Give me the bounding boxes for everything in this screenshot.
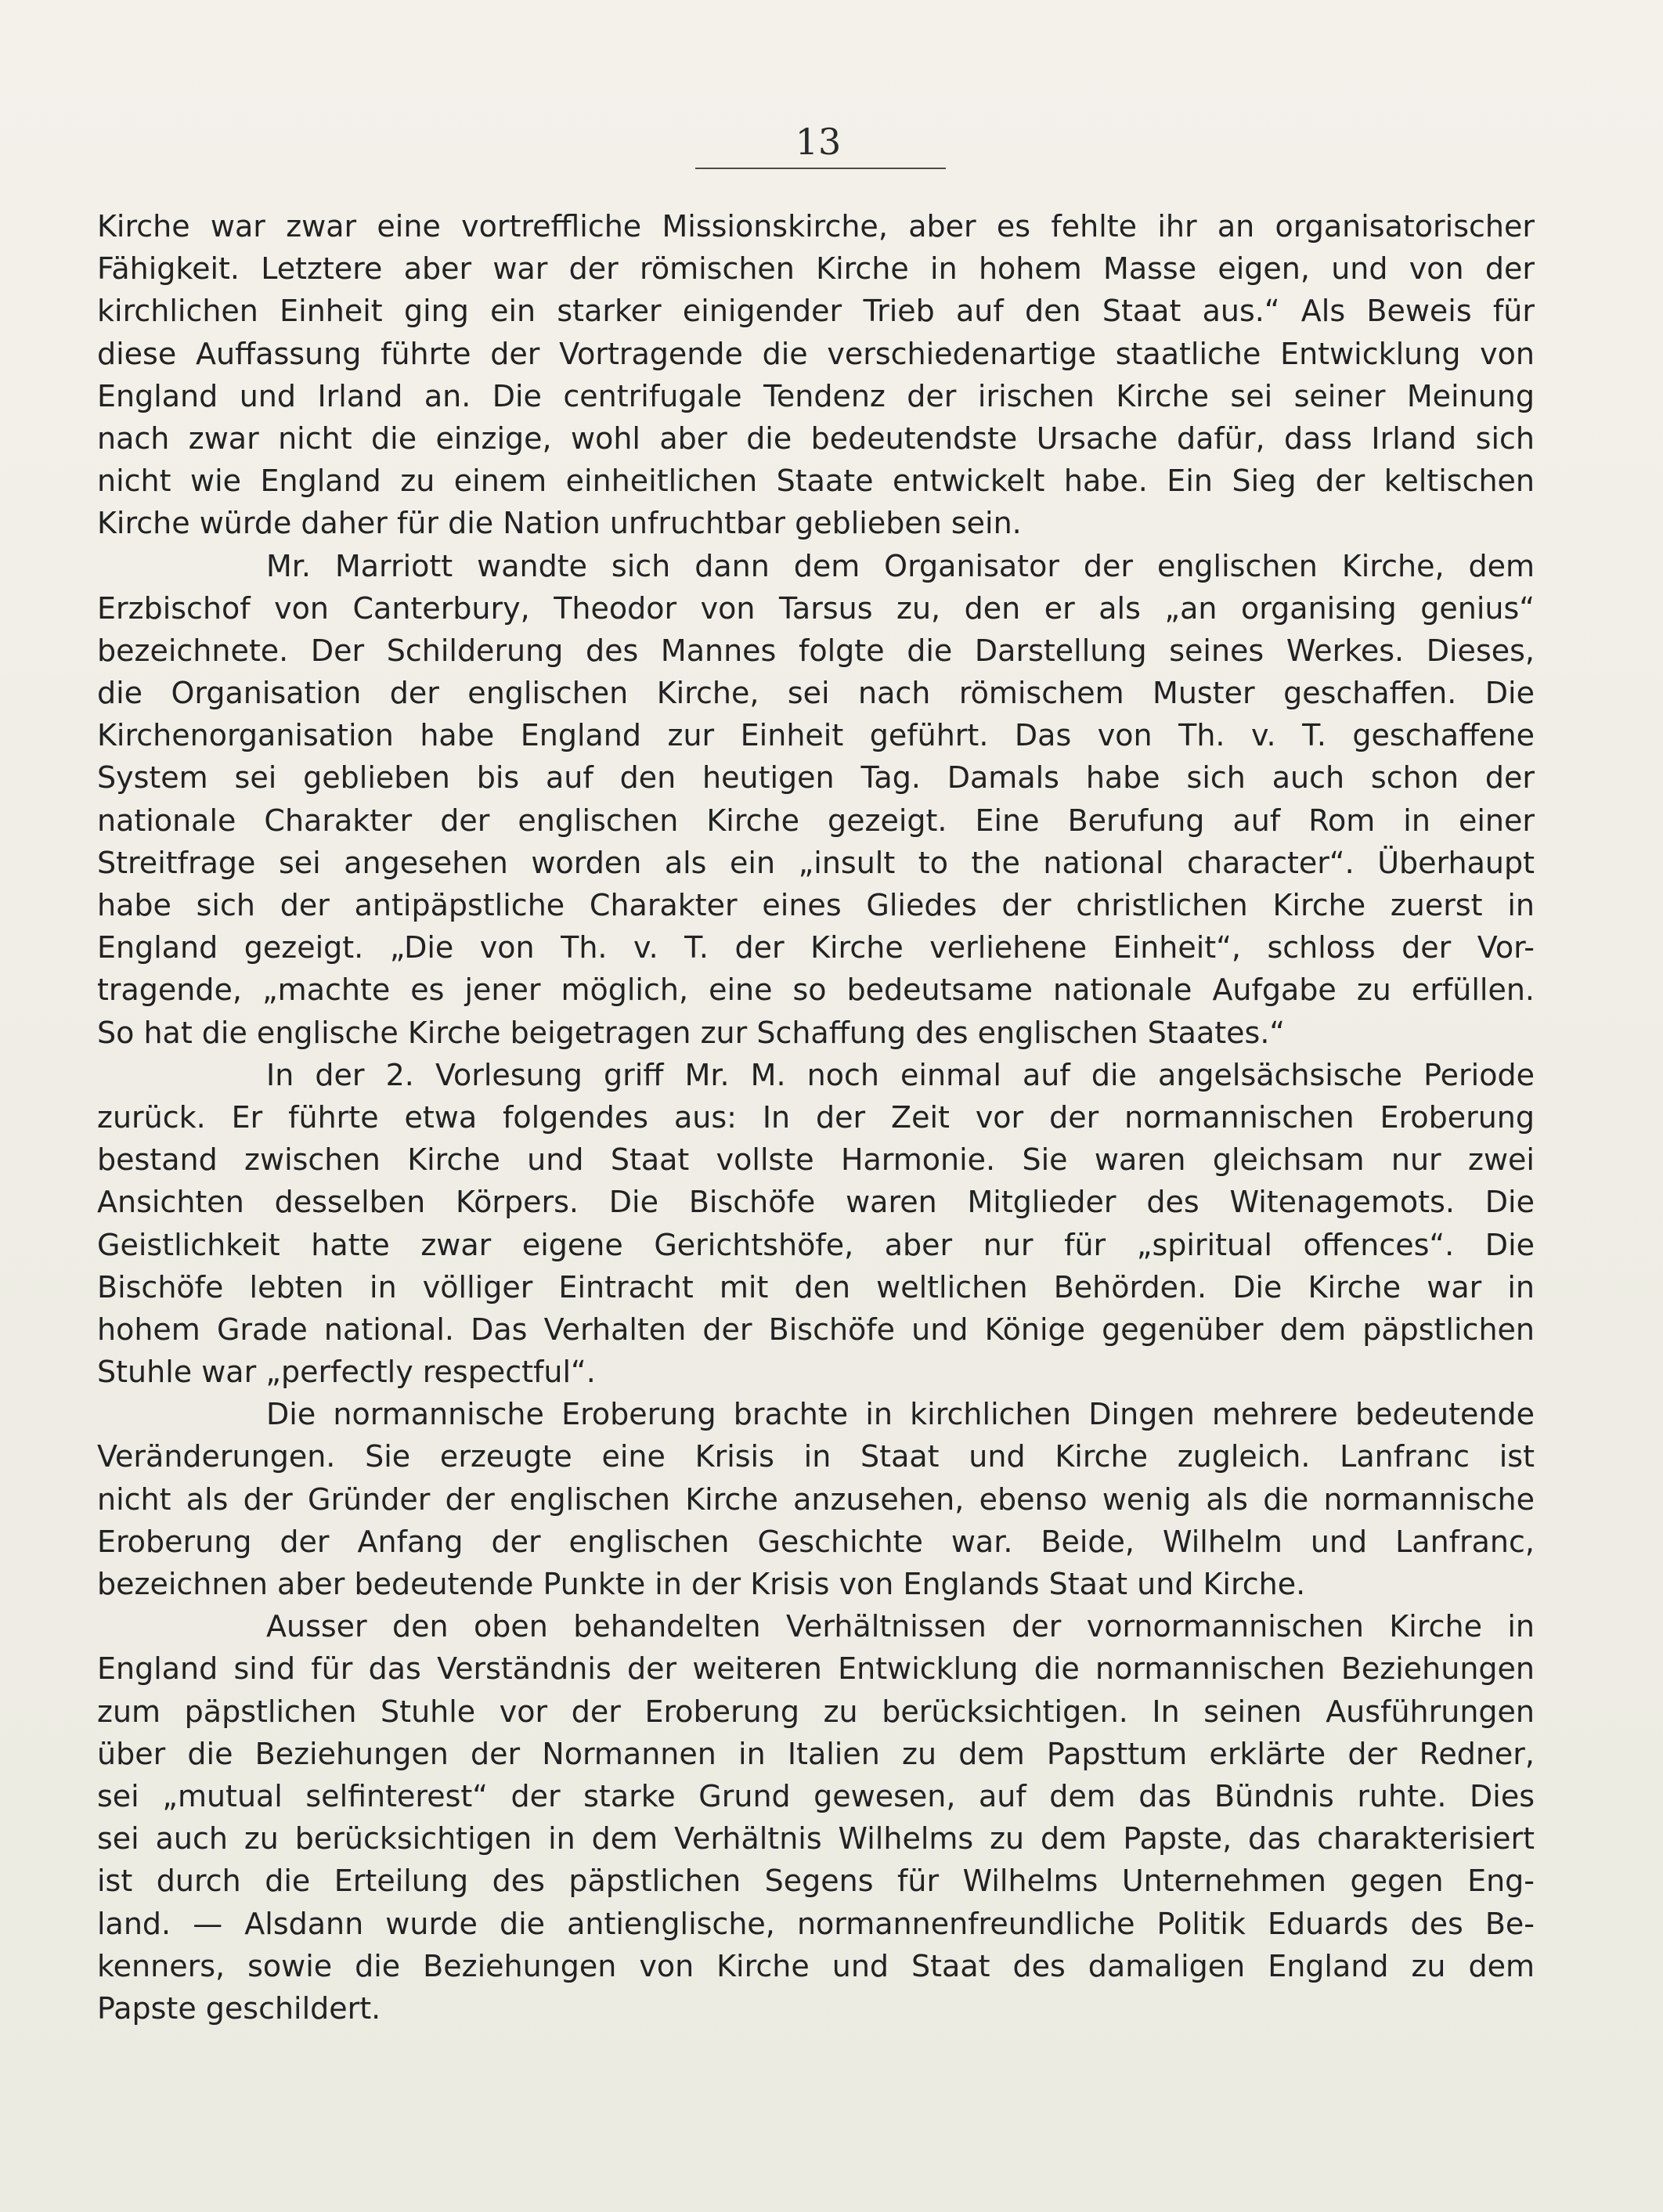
text-line: Fähigkeit. Letztere aber war der römischen Kirche in hohem Masse eigen, und von der xyxy=(97,251,1535,287)
text-line: kenners, sowie die Beziehungen von Kirche und Staat des damaligen England zu dem xyxy=(97,1948,1535,1983)
paragraph-1 xyxy=(97,205,1535,545)
text-line: sei „mutual selfinterest“ der starke Grund gewesen, auf dem das Bündnis ruhte. Dies xyxy=(97,1778,1535,1813)
text-line: bezeichnete. Der Schilderung des Mannes folgte die Darstellung seines Werkes. Dieses, xyxy=(97,633,1535,668)
text-line: Die normannische Eroberung brachte in kirchlichen Dingen mehrere bedeutende xyxy=(266,1397,1535,1432)
text-line: land. — Alsdann wurde die antienglische, normannenfreundliche Politik Eduards des Be- xyxy=(97,1906,1535,1941)
text-line: Ansichten desselben Körpers. Die Bischöfe waren Mitglieder des Witenagemots. Die xyxy=(97,1185,1535,1220)
text-line: England gezeigt. „Die von Th. v. T. der Kirche verliehene Einheit“, schloss der Vor- xyxy=(97,930,1535,965)
text-line: nach zwar nicht die einzige, wohl aber die bedeutendste Ursache dafür, dass Irland sich xyxy=(97,420,1535,456)
text-line: nationale Charakter der englischen Kirche gezeigt. Eine Berufung auf Rom in einer xyxy=(97,803,1535,838)
text-line: Kirche war zwar eine vortreffliche Missionskirche, aber es fehlte ihr an organisatorischer xyxy=(97,209,1535,244)
text-line: nicht wie England zu einem einheitlichen Staate entwickelt habe. Ein Sieg der keltischen xyxy=(97,464,1535,499)
text-line: System sei geblieben bis auf den heutigen Tag. Damals habe sich auch schon der xyxy=(97,760,1535,796)
text-line: England und Irland an. Die centrifugale Tendenz der irischen Kirche sei seiner Meinung xyxy=(97,378,1535,413)
body-text xyxy=(97,205,1535,2030)
text-line: Geistlichkeit hatte zwar eigene Gerichtshöfe, aber nur für „spiritual offences“. Die xyxy=(97,1227,1535,1262)
text-line: England sind für das Verständnis der weiteren Entwicklung die normannischen Beziehungen xyxy=(97,1651,1535,1687)
text-line: In der 2. Vorlesung griff Mr. M. noch einmal auf die angelsächsische Periode xyxy=(266,1057,1535,1092)
text-line: Stuhle war „perfectly respectful“. xyxy=(97,1355,596,1390)
text-line: kirchlichen Einheit ging ein starker einigender Trieb auf den Staat aus.“ Als Beweis für xyxy=(97,294,1535,329)
page-number-rule xyxy=(695,168,946,169)
text-line: Kirche würde daher für die Nation unfruchtbar geblieben sein. xyxy=(97,506,1022,541)
text-line: sei auch zu berücksichtigen in dem Verhältnis Wilhelms zu dem Papste, das charakterisiert xyxy=(97,1821,1535,1857)
text-line: hohem Grade national. Das Verhalten der Bischöfe und Könige gegenüber dem päpstlichen xyxy=(97,1312,1535,1347)
text-line: nicht als der Gründer der englischen Kirche anzusehen, ebenso wenig als die normannische xyxy=(97,1481,1535,1517)
text-line: So hat die englische Kirche beigetragen zur Schaffung des englischen Staates.“ xyxy=(97,1015,1286,1050)
text-line: die Organisation der englischen Kirche, sei nach römischem Muster geschaffen. Die xyxy=(97,676,1535,711)
paragraph-4 xyxy=(97,1393,1535,1605)
text-line: Ausser den oben behandelten Verhältnissen der vornormannischen Kirche in xyxy=(266,1609,1535,1644)
text-line: Eroberung der Anfang der englischen Geschichte war. Beide, Wilhelm und Lanfranc, xyxy=(97,1524,1535,1559)
text-line: bestand zwischen Kirche und Staat vollste Harmonie. Sie waren gleichsam nur zwei xyxy=(97,1142,1535,1178)
text-line: diese Auffassung führte der Vortragende die verschiedenartige staatliche Entwicklung von xyxy=(97,336,1535,371)
text-line: über die Beziehungen der Normannen in Italien zu dem Papsttum erklärte der Redner, xyxy=(97,1736,1535,1771)
text-line: Bischöfe lebten in völliger Eintracht mit den weltlichen Behörden. Die Kirche war in xyxy=(97,1269,1535,1304)
text-line: Streitfrage sei angesehen worden als ein „insult to the national character“. Überhaupt xyxy=(97,845,1535,880)
text-line: Veränderungen. Sie erzeugte eine Krisis in Staat und Kirche zugleich. Lanfranc ist xyxy=(97,1439,1535,1474)
text-line: zurück. Er führte etwa folgendes aus: In der Zeit vor der normannischen Eroberung xyxy=(97,1099,1535,1135)
paragraph-5 xyxy=(97,1605,1535,2030)
text-line: Mr. Marriott wandte sich dann dem Organisator der englischen Kirche, dem xyxy=(266,548,1535,583)
text-line: tragende, „machte es jener möglich, eine so bedeutsame nationale Aufgabe zu erfüllen. xyxy=(97,972,1535,1008)
text-line: habe sich der antipäpstliche Charakter eines Gliedes der christlichen Kirche zuerst in xyxy=(97,888,1535,922)
text-line: Erzbischof von Canterbury, Theodor von Tarsus zu, den er als „an organising genius“ xyxy=(97,590,1535,626)
paragraph-3 xyxy=(97,1054,1535,1394)
text-line: zum päpstlichen Stuhle vor der Eroberung zu berücksichtigen. In seinen Ausführungen xyxy=(97,1694,1535,1729)
text-line: bezeichnen aber bedeutende Punkte in der Krisis von Englands Staat und Kirche. xyxy=(97,1567,1306,1601)
text-line: Kirchenorganisation habe England zur Einheit geführt. Das von Th. v. T. geschaffene xyxy=(97,718,1535,753)
page-number: 13 xyxy=(795,121,842,163)
text-line: Papste geschildert. xyxy=(97,1990,381,2026)
paragraph-2 xyxy=(97,545,1535,1054)
text-line: ist durch die Erteilung des päpstlichen Segens für Wilhelms Unternehmen gegen Eng- xyxy=(97,1864,1535,1899)
